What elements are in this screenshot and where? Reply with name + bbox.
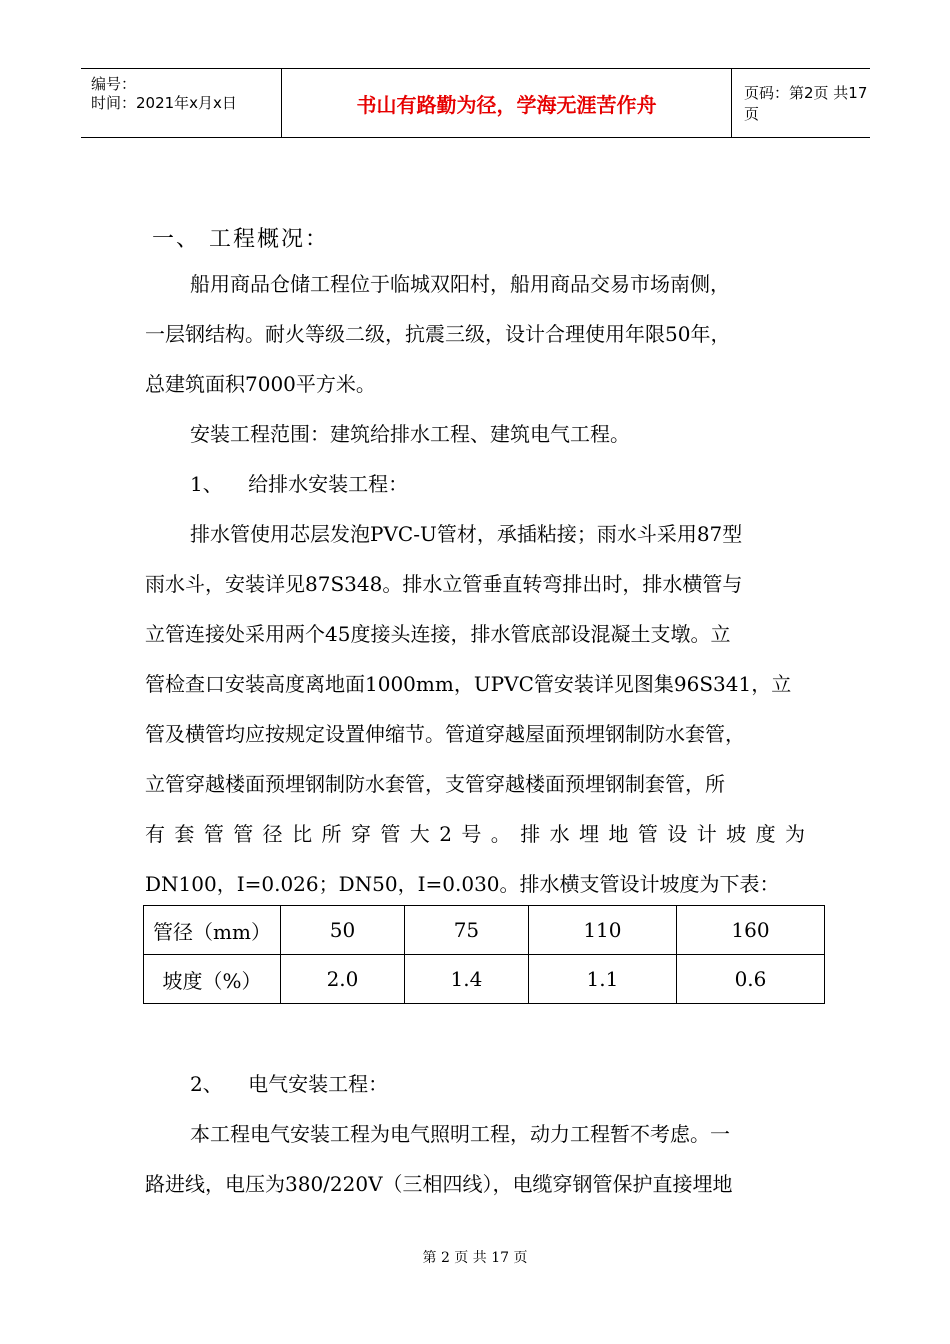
slope-table (143, 905, 825, 1004)
table-cell: 50 (281, 906, 405, 955)
paragraph-line: 立管穿越楼面预埋钢制防水套管，支管穿越楼面预埋钢制套管，所 (145, 772, 725, 796)
paragraph-line: 一层钢结构。耐火等级二级，抗震三级，设计合理使用年限50年， (145, 322, 731, 346)
paragraph-line: 安装工程范围：建筑给排水工程、建筑电气工程。 (190, 422, 630, 446)
page-header (81, 68, 870, 138)
table-row (144, 955, 825, 1004)
paragraph-line: 有套管管径比所穿管大2号。排水埋地管设计坡度为 (145, 822, 805, 846)
header-meta-cell (81, 69, 282, 137)
paragraph-line: 船用商品仓储工程位于临城双阳村，船用商品交易市场南侧， (190, 272, 730, 296)
header-page-label: 页码：第2页 共17页 (744, 84, 868, 123)
paragraph-line: 管检查口安装高度离地面1000mm，UPVC管安装详见图集96S341，立 (145, 672, 792, 696)
page-footer: 第 2 页 共 17 页 (422, 1250, 528, 1266)
subsection-title: 1、 给排水安装工程： (190, 472, 409, 496)
table-cell: 1.4 (404, 955, 528, 1004)
table-cell: 160 (676, 906, 824, 955)
paragraph-line: 排水管使用芯层发泡PVC-U管材，承插粘接；雨水斗采用87型 (190, 522, 743, 546)
table-row-label: 坡度（%） (144, 955, 281, 1004)
paragraph-line: 管及横管均应按规定设置伸缩节。管道穿越屋面预埋钢制防水套管， (145, 722, 745, 746)
paragraph-line: 总建筑面积7000平方米。 (145, 372, 376, 396)
paragraph-line: 立管连接处采用两个45度接头连接，排水管底部设混凝土支墩。立 (145, 622, 731, 646)
paragraph-line: 路进线，电压为380/220V（三相四线），电缆穿钢管保护直接埋地 (145, 1172, 733, 1196)
subsection-title: 2、 电气安装工程： (190, 1072, 389, 1096)
time-label: 时间：2021年x月x日 (91, 94, 237, 112)
section-title: 一、 工程概况： (152, 227, 329, 252)
header-motto: 书山有路勤为径，学海无涯苦作舟 (282, 69, 732, 137)
table-row-label: 管径（mm） (144, 906, 281, 955)
table-cell: 110 (528, 906, 676, 955)
table-cell: 1.1 (528, 955, 676, 1004)
table-row (144, 906, 825, 955)
table-cell: 2.0 (281, 955, 405, 1004)
paragraph-line: 雨水斗，安装详见87S348。排水立管垂直转弯排出时，排水横管与 (145, 572, 743, 596)
table-cell: 75 (404, 906, 528, 955)
number-label: 编号： (91, 75, 137, 93)
paragraph-line: DN100，I=0.026；DN50，I=0.030。排水横支管设计坡度为下表： (145, 872, 780, 896)
table-cell: 0.6 (676, 955, 824, 1004)
paragraph-line: 本工程电气安装工程为电气照明工程，动力工程暂不考虑。一 (190, 1122, 730, 1146)
